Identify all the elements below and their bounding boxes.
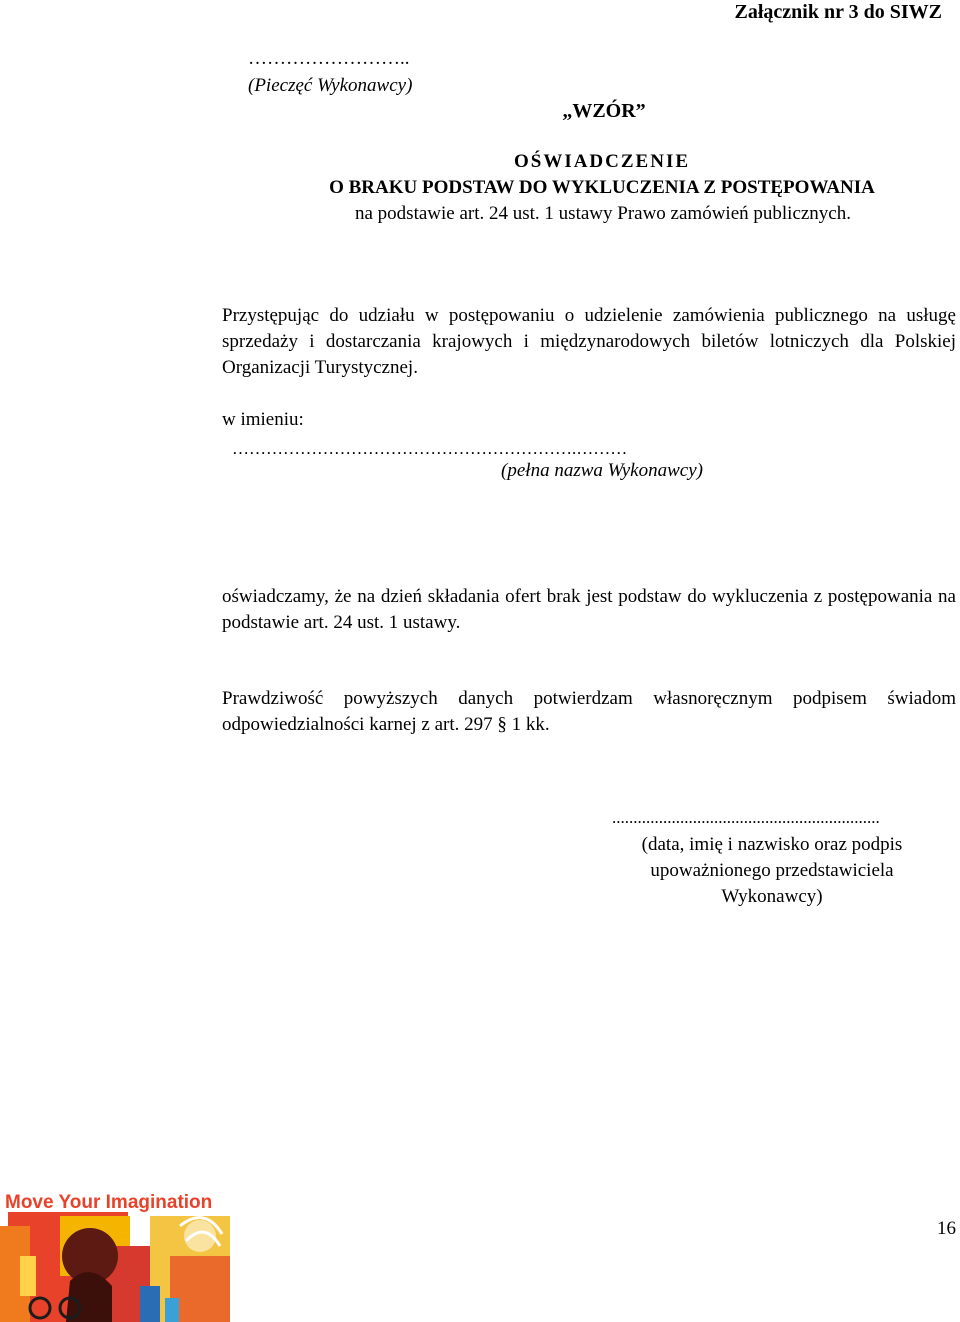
template-mark: „WZÓR” bbox=[562, 100, 646, 122]
on-behalf-label: w imieniu: bbox=[222, 409, 304, 430]
contractor-name-field: …………………………………………………….……… bbox=[232, 439, 628, 458]
annex-label: Załącznik nr 3 do SIWZ bbox=[734, 1, 942, 23]
stamp-label: (Pieczęć Wykonawcy) bbox=[248, 75, 413, 96]
signature-caption-line2: upoważnionego przedstawiciela bbox=[650, 860, 894, 881]
move-your-imagination-logo bbox=[0, 1186, 230, 1322]
document-subtitle: O BRAKU PODSTAW DO WYKLUCZENIA Z POSTĘPOWANIA bbox=[329, 177, 875, 198]
stamp-dots: …………………….. bbox=[248, 48, 410, 69]
page-number: 16 bbox=[937, 1218, 956, 1239]
legal-basis: na podstawie art. 24 ust. 1 ustawy Prawo zamówień publicznych. bbox=[355, 203, 851, 224]
logo-text: Move Your Imagination bbox=[5, 1192, 213, 1213]
signature-caption-line1: (data, imię i nazwisko oraz podpis bbox=[641, 834, 903, 855]
truthfulness-paragraph: Prawdziwość powyższych danych potwierdzam własnoręcznym podpisem świadom odpowiedzialności karnej z art. 297 § 1 kk. bbox=[222, 688, 956, 735]
contractor-name-label: (pełna nazwa Wykonawcy) bbox=[501, 460, 703, 481]
signature-caption-line3: Wykonawcy) bbox=[721, 886, 823, 907]
signature-field: ............................................................... bbox=[612, 808, 880, 827]
declaration-paragraph: oświadczamy, że na dzień składania ofert brak jest podstaw do wykluczenia z postępowania na podstawie art. 24 ust. 1 ustawy. bbox=[222, 586, 956, 633]
document-title: OŚWIADCZENIE bbox=[513, 151, 691, 172]
intro-paragraph: Przystępując do udziału w postępowaniu o udzielenie zamówienia publicznego na usługę sprzedaży i dostarczania krajowych i międzynarodowych biletów lotniczych dla Polskiej Organizacji Turystycznej. bbox=[222, 305, 956, 378]
signature-caption bbox=[600, 832, 944, 910]
